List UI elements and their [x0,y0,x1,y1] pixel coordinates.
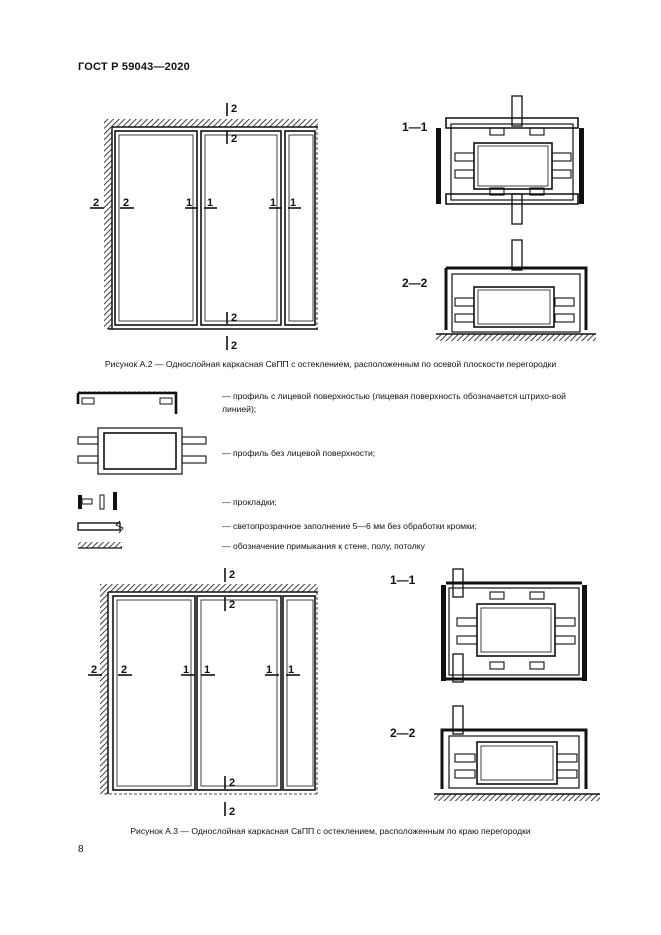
marker-2-left-inner: 2 [123,197,130,209]
a3-marker-1-d: 1 [288,664,295,676]
page-number: 8 [78,844,84,855]
legend-item-2-text: — профиль без лицевой поверхности; [222,448,376,458]
legend-item-3-text: — прокладки; [222,497,277,507]
a3-marker-2-top: 2 [229,569,236,581]
document-header: ГОСТ Р 59043—2020 [78,61,190,73]
figure-a2-caption: Рисунок А.2 — Однослойная каркасная СвПП с остеклением, расположенным по осевой плоскости перегородки [104,359,557,369]
a3-marker-1-b: 1 [204,664,211,676]
marker-1-b: 1 [207,197,214,209]
legend-item-4-text: — светопрозрачное заполнение 5—6 мм без обработки кромки; [222,521,477,531]
marker-1-a: 1 [186,197,193,209]
marker-2-top-inner: 2 [231,133,238,145]
marker-1-d: 1 [290,197,297,209]
a3-section-2-2-label: 2—2 [390,726,416,740]
a3-marker-1-a: 1 [183,664,190,676]
figure-a3-caption: Рисунок А.3 — Однослойная каркасная СвПП с остеклением, расположенным по краю перегородки [130,826,531,836]
marker-1-c: 1 [270,197,277,209]
a3-section-1-1-label: 1—1 [390,573,416,587]
a3-marker-2-left-inner: 2 [121,664,128,676]
section-2-2-label: 2—2 [402,276,428,290]
a3-marker-2-top-inner: 2 [229,599,236,611]
marker-2-left: 2 [93,197,100,209]
a3-marker-2-bottom: 2 [229,806,236,818]
marker-2-bottom: 2 [231,340,238,352]
a3-marker-2-left: 2 [91,664,98,676]
legend-item-5-text: — обозначение примыкания к стене, полу, потолку [222,541,425,551]
legend-item-1-text: — профиль с лицевой поверхностью (лицевая поверхность обозначается штрихо-вой линией); [222,391,566,414]
a3-marker-1-c: 1 [266,664,273,676]
section-1-1-label: 1—1 [402,120,428,134]
marker-2-top: 2 [231,103,238,115]
marker-2-bottom-inner: 2 [231,312,238,324]
a3-marker-2-bottom-inner: 2 [229,777,236,789]
